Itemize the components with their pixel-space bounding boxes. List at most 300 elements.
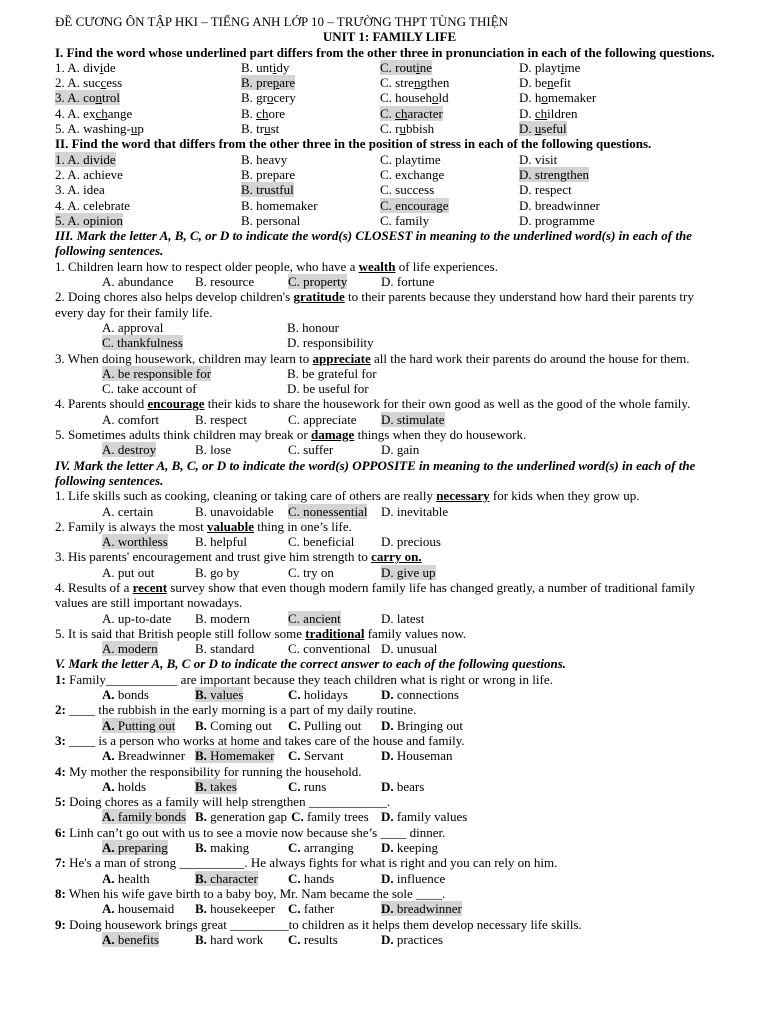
answer-option[interactable] (288, 779, 326, 794)
question-stem: Doing housework brings great _________to children as it helps them develop necessary life skills. (65, 916, 582, 932)
answer-option[interactable] (195, 901, 275, 916)
answer-option[interactable] (287, 335, 374, 350)
answer-option[interactable] (381, 687, 459, 702)
keyword: necessary (436, 488, 490, 504)
option-letter: C. (288, 870, 301, 886)
answer-option[interactable] (381, 611, 424, 626)
answer-option[interactable] (288, 412, 357, 427)
underlined-part: n (413, 75, 421, 91)
word-part: B. gr (241, 90, 267, 106)
options-row (55, 748, 724, 763)
answer-option[interactable] (195, 274, 254, 289)
option-text: B. homemaker (241, 197, 318, 213)
answer-option[interactable] (102, 932, 159, 947)
option-text: B. modern (195, 610, 250, 626)
question-stem: ____ is a person who works at home and takes care of the house and family. (65, 732, 465, 748)
word-part: ange (107, 105, 133, 121)
answer-option[interactable] (102, 611, 171, 626)
answer-option[interactable] (381, 809, 467, 824)
option-letter: D. (381, 809, 394, 825)
answer-option[interactable] (519, 121, 567, 136)
unit-title: UNIT 1: FAMILY LIFE (322, 29, 457, 45)
answer-option[interactable] (102, 901, 174, 916)
question-pre: 4. Parents should (55, 396, 148, 412)
option-text (380, 60, 432, 75)
section-2-heading: II. Find the word that differs from the other three in the position of stress in each of the following questions. (55, 136, 652, 152)
question-post: family values now. (364, 625, 467, 641)
word-part: B. unt (241, 59, 273, 75)
answer-option[interactable] (380, 60, 432, 75)
option-letter: C. (288, 748, 301, 764)
option-text (519, 90, 596, 105)
question-post: things when they do housework. (354, 427, 527, 443)
answer-option[interactable] (102, 274, 173, 289)
option-letter: A. (102, 717, 115, 733)
answer-option[interactable] (195, 809, 287, 824)
keyword: damage (310, 427, 355, 443)
question-number: 7: (55, 855, 66, 871)
answer-option[interactable] (291, 809, 369, 824)
option-text: bears (396, 778, 425, 794)
word-part: C. househ (380, 90, 432, 106)
answer-option[interactable] (381, 718, 463, 733)
question-text (55, 427, 724, 442)
answer-option[interactable] (102, 748, 185, 763)
keyword: traditional (305, 625, 365, 641)
answer-option[interactable] (102, 871, 150, 886)
answer-option[interactable] (381, 565, 436, 580)
option-text (241, 106, 285, 121)
answer-option[interactable] (55, 75, 122, 90)
word-part: 1. A. div (55, 59, 100, 75)
option-text: hands (303, 870, 335, 886)
option-text: family values (396, 809, 468, 825)
option-text: D. unusual (381, 641, 438, 657)
option-text: results (303, 931, 338, 947)
answer-option[interactable] (241, 167, 295, 182)
keyword: wealth (358, 258, 396, 274)
option-text (55, 121, 144, 136)
question-row (55, 182, 724, 197)
answer-option[interactable] (195, 412, 247, 427)
question-pre: 1. Life skills such as cooking, cleaning or taking care of others are really (55, 488, 437, 504)
answer-option[interactable] (381, 901, 462, 916)
answer-option[interactable] (381, 840, 438, 855)
question-row (55, 213, 724, 228)
answer-option[interactable] (519, 90, 596, 105)
question-number: 5: (55, 794, 66, 810)
question-stem: Linh can’t go out with us to see a movie now because she’s ____ dinner. (65, 824, 446, 840)
options-row (55, 641, 724, 656)
question-row (55, 198, 724, 213)
option-text: C. playtime (380, 151, 441, 167)
answer-option[interactable] (241, 182, 294, 197)
question-text (55, 825, 724, 840)
option-text: D. fortune (381, 274, 435, 290)
answer-option[interactable] (288, 274, 347, 289)
answer-option[interactable] (519, 106, 578, 121)
answer-option[interactable] (102, 534, 168, 549)
keyword: valuable (207, 518, 254, 534)
answer-option[interactable] (381, 779, 424, 794)
answer-option[interactable] (195, 932, 263, 947)
answer-option[interactable] (102, 718, 175, 733)
answer-option[interactable] (380, 198, 449, 213)
option-letter: D. (381, 870, 394, 886)
word-part: C. stre (380, 75, 414, 91)
answer-option[interactable] (519, 213, 595, 228)
answer-option[interactable] (195, 748, 274, 763)
options-row (55, 274, 724, 289)
question-row (55, 121, 724, 136)
question-text (55, 351, 724, 366)
answer-option[interactable] (288, 871, 334, 886)
word-part: B. (241, 105, 257, 121)
underlined-part: ch (534, 105, 548, 121)
question-text (55, 702, 724, 717)
option-text: values (210, 687, 244, 703)
option-text: 1. A. divide (55, 151, 116, 167)
word-part: C. r (380, 121, 400, 137)
option-text: 3. A. idea (55, 182, 105, 198)
section-4-heading: IV. Mark the letter A, B, C, or D to indicate the word(s) OPPOSITE in meaning to the underlined word(s) in each of the following sentences. (55, 457, 696, 488)
option-text: influence (396, 870, 446, 886)
underlined-part: i (416, 59, 420, 75)
underlined-part: ch (256, 105, 269, 121)
question-text (55, 794, 724, 809)
word-part: bbish (406, 121, 435, 137)
answer-option[interactable] (287, 366, 377, 381)
answer-option[interactable] (55, 182, 105, 197)
answer-option[interactable] (55, 90, 120, 105)
answer-option[interactable] (288, 901, 334, 916)
answer-option[interactable] (381, 641, 437, 656)
option-text: keeping (396, 840, 439, 856)
option-text: Coming out (210, 717, 272, 733)
question-pre: 3. When doing housework, children may learn to (55, 350, 313, 366)
word-part: ess (106, 75, 123, 91)
answer-option[interactable] (288, 534, 354, 549)
answer-option[interactable] (241, 90, 296, 105)
option-text: C. exchange (380, 166, 445, 182)
answer-option[interactable] (287, 381, 369, 396)
options-row (55, 809, 724, 824)
answer-option[interactable] (102, 381, 197, 396)
answer-option[interactable] (519, 152, 557, 167)
question-number: 4: (55, 763, 66, 779)
answer-option[interactable] (519, 167, 589, 182)
question-pre: 2. Family is always the most (55, 518, 208, 534)
answer-option[interactable] (102, 840, 168, 855)
answer-option[interactable] (241, 213, 300, 228)
answer-option[interactable] (381, 871, 445, 886)
underlined-part: n (95, 90, 102, 106)
answer-option[interactable] (288, 641, 370, 656)
answer-option[interactable] (195, 611, 250, 626)
option-text: C. take account of (102, 381, 197, 397)
option-letter: D. (381, 901, 394, 917)
question-post: their kids to share the housework for their own good as well as the good of the whole family. (204, 396, 691, 412)
question-number: 9: (55, 916, 66, 932)
option-text (55, 106, 132, 121)
answer-option[interactable] (519, 60, 580, 75)
option-text: family trees (306, 809, 369, 825)
option-text: benefits (117, 931, 160, 947)
question-post: all the hard work their parents do around the house for them. (370, 350, 690, 366)
option-letter: A. (102, 748, 115, 764)
answer-option[interactable] (288, 442, 333, 457)
word-part: D. be (519, 75, 548, 91)
option-text: D. be useful for (287, 381, 369, 397)
options-row (55, 320, 724, 335)
answer-option[interactable] (241, 198, 318, 213)
keyword: appreciate (312, 350, 371, 366)
answer-option[interactable] (288, 748, 344, 763)
option-text: making (210, 840, 250, 856)
question-stem: Family___________ are important because they teach children what is right or wrong in life. (65, 671, 553, 687)
answer-option[interactable] (102, 412, 159, 427)
answer-option[interactable] (288, 840, 354, 855)
option-text: takes (210, 778, 237, 794)
underlined-part: ch (395, 105, 408, 121)
question-text (55, 259, 724, 274)
options-row (55, 779, 724, 794)
option-text: health (117, 870, 150, 886)
answer-option[interactable] (241, 152, 287, 167)
answer-option[interactable] (241, 75, 295, 90)
question-number: 1: (55, 671, 66, 687)
answer-option[interactable] (195, 641, 254, 656)
answer-option[interactable] (195, 840, 249, 855)
options-row (55, 366, 724, 381)
answer-option[interactable] (288, 504, 367, 519)
option-text (519, 106, 578, 121)
option-text: D. breadwinner (519, 197, 600, 213)
option-text: A. certain (102, 503, 154, 519)
option-letter: A. (102, 901, 115, 917)
question-text (55, 626, 724, 641)
word-part: st (270, 121, 280, 137)
word-part: C. (380, 105, 396, 121)
section-5-questions (55, 672, 724, 947)
option-text: A. destroy (102, 442, 157, 458)
option-letter: A. (102, 931, 115, 947)
question-text (55, 886, 724, 901)
question-row (55, 75, 724, 90)
answer-option[interactable] (381, 748, 453, 763)
answer-option[interactable] (195, 718, 272, 733)
option-text (55, 75, 122, 90)
question-number: 6: (55, 824, 66, 840)
answer-option[interactable] (288, 565, 334, 580)
option-letter: D. (381, 687, 394, 703)
answer-option[interactable] (380, 90, 449, 105)
word-part: 3. A. co (55, 90, 96, 106)
word-part: B. pre (241, 75, 273, 91)
options-row (55, 335, 724, 350)
option-text: Pulling out (303, 717, 362, 733)
answer-option[interactable] (55, 213, 123, 228)
option-letter: B. (195, 931, 207, 947)
answer-option[interactable] (288, 932, 338, 947)
option-text (241, 60, 289, 75)
option-letter: C. (288, 901, 301, 917)
answer-option[interactable] (55, 198, 130, 213)
answer-option[interactable] (381, 534, 441, 549)
underlined-part: i (99, 59, 104, 75)
underlined-part: u (130, 121, 138, 137)
answer-option[interactable] (519, 182, 572, 197)
question-stem: He's a man of strong __________. He always fights for what is right and you can rely on him. (65, 855, 558, 871)
option-text (241, 90, 296, 105)
underlined-part: o (432, 90, 439, 106)
answer-option[interactable] (380, 152, 441, 167)
answer-option[interactable] (288, 687, 348, 702)
section-1-questions (55, 60, 724, 136)
word-part: dy (276, 59, 290, 75)
underlined-part: u (264, 121, 271, 137)
answer-option[interactable] (55, 106, 132, 121)
option-text: generation gap (210, 809, 288, 825)
options-row (55, 840, 724, 855)
underlined-part: u (399, 121, 406, 137)
keyword: gratitude (293, 289, 345, 305)
option-text: C. thankfulness (102, 335, 183, 351)
answer-option[interactable] (55, 121, 144, 136)
options-row (55, 932, 724, 947)
answer-option[interactable] (519, 75, 571, 90)
word-part: ore (268, 105, 286, 121)
question-post: thing in one’s life. (254, 518, 352, 534)
option-text: C. suffer (288, 442, 334, 458)
underlined-part: i (272, 59, 277, 75)
section-2-questions (55, 152, 724, 228)
answer-option[interactable] (241, 121, 279, 136)
options-row (55, 901, 724, 916)
answer-option[interactable] (102, 809, 186, 824)
option-text: A. up-to-date (102, 610, 172, 626)
answer-option[interactable] (102, 687, 149, 702)
answer-option[interactable] (55, 167, 123, 182)
answer-option[interactable] (381, 932, 443, 947)
answer-option[interactable] (380, 121, 434, 136)
answer-option[interactable] (102, 320, 163, 335)
answer-option[interactable] (195, 871, 258, 886)
options-row (55, 504, 724, 519)
question-row (55, 152, 724, 167)
word-part: D. playt (519, 59, 561, 75)
section-3-questions (55, 259, 724, 458)
option-text: Breadwinner (117, 748, 186, 764)
word-part: seful (541, 121, 567, 137)
option-text: C. encourage (380, 197, 449, 213)
answer-option[interactable] (380, 213, 429, 228)
question-row (55, 60, 724, 75)
answer-option[interactable] (195, 442, 231, 457)
answer-option[interactable] (380, 182, 434, 197)
option-text (380, 90, 449, 105)
answer-option[interactable] (195, 687, 243, 702)
option-text: B. go by (195, 564, 240, 580)
word-part: ildren (547, 105, 578, 121)
option-letter: C. (288, 717, 301, 733)
section-4-questions (55, 488, 724, 656)
option-letter: D. (381, 840, 394, 856)
answer-option[interactable] (288, 718, 361, 733)
word-part: de (103, 59, 116, 75)
document-title: ĐỀ CƯƠNG ÔN TẬP HKI – TIẾNG ANH LỚP 10 – TRƯỜNG THPT TÙNG THIỆN (55, 14, 509, 29)
option-text: A. worthless (102, 534, 168, 550)
answer-option[interactable] (195, 565, 239, 580)
option-text: D. latest (381, 610, 425, 626)
answer-option[interactable] (102, 641, 158, 656)
option-letter: D. (381, 717, 394, 733)
answer-option[interactable] (102, 504, 153, 519)
option-text: D. inevitable (381, 503, 449, 519)
answer-option[interactable] (102, 565, 154, 580)
option-text: D. respect (519, 182, 572, 198)
word-part: D. (519, 121, 535, 137)
answer-option[interactable] (288, 611, 341, 626)
option-letter: A. (102, 809, 115, 825)
answer-option[interactable] (241, 60, 289, 75)
option-text: C. nonessential (288, 503, 368, 519)
question-text (55, 672, 724, 687)
question-pre: 2. Doing chores also helps develop children's (55, 289, 294, 305)
answer-option[interactable] (287, 320, 339, 335)
answer-option[interactable] (380, 167, 444, 182)
answer-option[interactable] (381, 274, 434, 289)
option-text: A. be responsible for (102, 365, 212, 381)
answer-option[interactable] (380, 106, 443, 121)
option-text: Houseman (396, 748, 453, 764)
answer-option[interactable] (381, 412, 445, 427)
answer-option[interactable] (195, 779, 237, 794)
answer-option[interactable] (102, 366, 211, 381)
options-row (55, 534, 724, 549)
answer-option[interactable] (55, 60, 116, 75)
answer-option[interactable] (102, 442, 156, 457)
word-part: 2. A. suc (55, 75, 101, 91)
answer-option[interactable] (381, 442, 419, 457)
answer-option[interactable] (381, 504, 448, 519)
option-letter: B. (195, 717, 207, 733)
option-letter: D. (381, 931, 394, 947)
option-letter: C. (288, 778, 301, 794)
option-text: Bringing out (396, 717, 463, 733)
answer-option[interactable] (519, 198, 600, 213)
option-text: D. gain (381, 442, 420, 458)
answer-option[interactable] (241, 106, 285, 121)
option-text: A. comfort (102, 411, 160, 427)
question-text (55, 488, 724, 503)
question-pre: 4. Results of a (55, 579, 133, 595)
options-row (55, 871, 724, 886)
question-number: 8: (55, 885, 66, 901)
answer-option[interactable] (102, 779, 146, 794)
answer-option[interactable] (195, 504, 274, 519)
option-text: B. heavy (241, 151, 288, 167)
answer-option[interactable] (195, 534, 247, 549)
underlined-part: u (534, 121, 542, 137)
answer-option[interactable] (380, 75, 449, 90)
answer-option[interactable] (55, 152, 116, 167)
option-text: A. put out (102, 564, 155, 580)
option-text: Putting out (117, 717, 176, 733)
option-letter: B. (195, 687, 207, 703)
word-part: ne (419, 59, 433, 75)
answer-option[interactable] (102, 335, 183, 350)
